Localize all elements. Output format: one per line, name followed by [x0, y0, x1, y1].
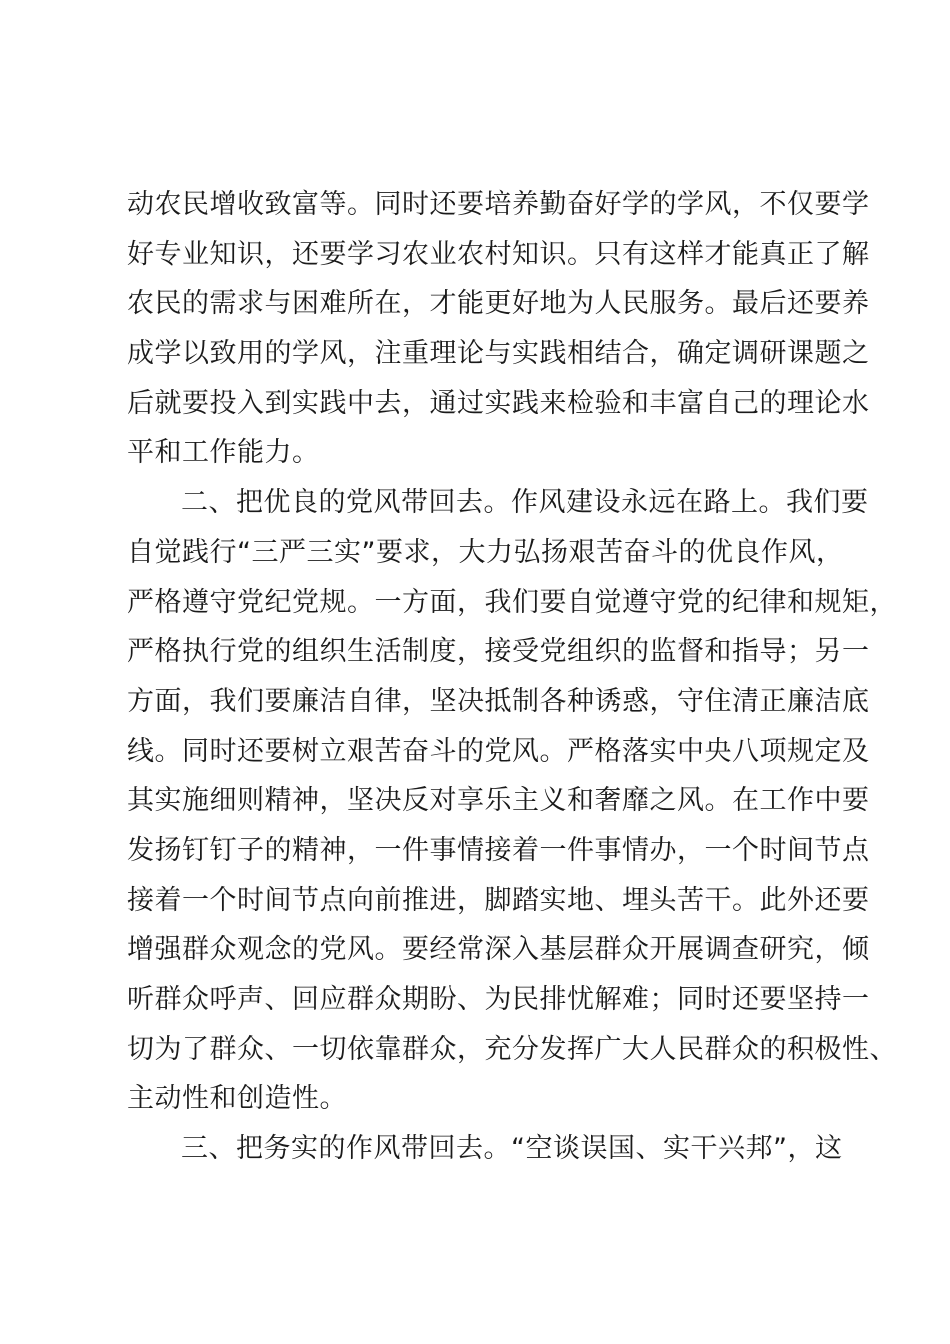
text-line: 自觉践行“三严三实”要求，大力弘扬艰苦奋斗的优良作风，: [127, 536, 844, 568]
body-text: [127, 180, 897, 1174]
text-line: 好专业知识，还要学习农业农村知识。只有这样才能真正了解: [127, 238, 870, 270]
text-line: 成学以致用的学风，注重理论与实践相结合，确定调研课题之: [127, 338, 870, 370]
text-line: 主动性和创造性。: [127, 1083, 347, 1115]
text-line: 发扬钉钉子的精神，一件事情接着一件事情办，一个时间节点: [127, 834, 870, 866]
text-line: 听群众呼声、回应群众期盼、为民排忧解难；同时还要坚持一: [127, 984, 870, 1015]
text-line: 后就要投入到实践中去，通过实践来检验和丰富自己的理论水: [127, 387, 870, 419]
text-line: 平和工作能力。: [127, 437, 320, 469]
text-line: 切为了群众、一切依靠群众，充分发挥广大人民群众的积极性、: [127, 1033, 897, 1065]
text-line: 增强群众观念的党风。要经常深入基层群众开展调查研究，倾: [127, 934, 870, 966]
text-line: 方面，我们要廉洁自律，坚决抵制各种诱惑，守住清正廉洁底: [127, 685, 870, 717]
text-line: 接着一个时间节点向前推进，脚踏实地、埋头苦干。此外还要: [127, 884, 870, 916]
section-heading-line: 三、把务实的作风带回去。“空谈误国、实干兴邦”，这: [181, 1133, 843, 1165]
text-line: 严格执行党的组织生活制度，接受党组织的监督和指导；另一: [127, 636, 870, 668]
text-line: 线。同时还要树立艰苦奋斗的党风。严格落实中央八项规定及: [127, 735, 870, 767]
text-line: 动农民增收致富等。同时还要培养勤奋好学的学风，不仅要学: [127, 189, 870, 220]
text-line: 严格遵守党纪党规。一方面，我们要自觉遵守党的纪律和规矩，: [127, 586, 897, 618]
text-line: 其实施细则精神，坚决反对享乐主义和奢靡之风。在工作中要: [127, 785, 870, 817]
text-line: 农民的需求与困难所在，才能更好地为人民服务。最后还要养: [127, 288, 870, 320]
section-heading-line: 二、把优良的党风带回去。作风建设永远在路上。我们要: [181, 487, 869, 519]
